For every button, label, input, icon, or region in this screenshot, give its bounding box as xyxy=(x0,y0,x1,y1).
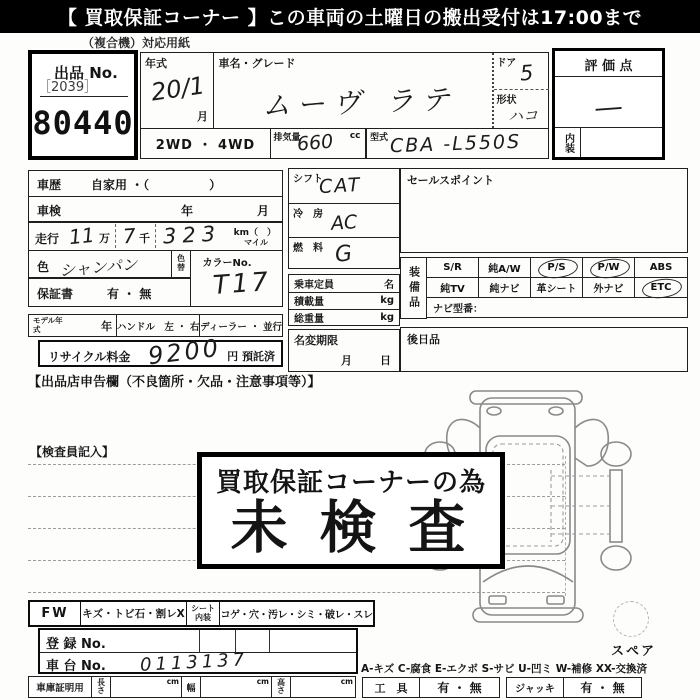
stamp-line2: 未 検 査 xyxy=(230,495,472,561)
top-banner xyxy=(0,0,700,33)
interior-label: 内装 xyxy=(562,132,574,153)
weight-unit: kg xyxy=(380,312,394,323)
banner-text: 【 買取保証コーナー 】この車両の土曜日の搬出受付は17:00まで xyxy=(57,7,643,29)
name-grade-cell xyxy=(213,52,549,129)
equipment-item-leather xyxy=(530,277,583,298)
capacity-table xyxy=(288,274,400,326)
rename-deadline-box xyxy=(288,329,400,372)
shape-label: 形状 xyxy=(496,95,517,106)
tool-box xyxy=(362,677,500,698)
damage-legend: A-キズ C-腐食 E-エクボ S-サビ U-凹ミ W-補修 XX-交換済 xyxy=(361,663,648,675)
lot-number-box xyxy=(28,50,138,160)
model-year-unit: 年 xyxy=(101,319,113,333)
mileage-man-value: 11 xyxy=(67,222,96,250)
later-items-label: 後日品 xyxy=(407,333,440,346)
inspector-label: 【検査員記入】 xyxy=(30,445,115,459)
equipment-item-abs xyxy=(634,257,688,278)
mileage-man-unit: 万 xyxy=(99,232,110,245)
equipment-item-etc xyxy=(634,277,688,298)
history-label: 車歴 xyxy=(37,178,62,192)
history-row xyxy=(28,170,283,197)
equipment-item-tv xyxy=(426,277,479,298)
equipment-item-label: ETC xyxy=(650,282,672,293)
drive-label: 2WD ・ 4WD xyxy=(155,137,256,153)
recycle-fee-label: リサイクル料金 xyxy=(48,350,131,364)
recycle-fee-unit: 円 預託済 xyxy=(227,350,275,363)
fw-seat-row xyxy=(28,600,375,627)
garage-cm-unit: cm xyxy=(340,677,353,686)
fw-items: キズ・トビ石・割レX xyxy=(82,608,185,620)
model-code-value: CBA -L550S xyxy=(389,130,522,157)
equipment-item-sr xyxy=(426,257,479,278)
shaken-row xyxy=(28,196,283,223)
dealer-label: ディーラー ・ 並行 xyxy=(200,321,282,333)
recycle-fee-value: 9200 xyxy=(146,333,223,371)
shaken-label: 車検 xyxy=(37,203,62,218)
shaken-month-label: 月 xyxy=(257,203,270,218)
fuel-value: G xyxy=(333,241,354,268)
jack-box xyxy=(506,677,642,698)
garage-width-label: 幅 xyxy=(186,683,196,694)
tool-label: 工 具 xyxy=(374,681,408,695)
warranty-label: 保証書 xyxy=(37,287,74,301)
fuel-label: 燃 料 xyxy=(293,243,323,254)
registration-divider xyxy=(269,630,270,652)
load-label: 積載量 xyxy=(294,297,324,309)
score-header-line xyxy=(555,76,662,77)
registration-table xyxy=(38,628,358,674)
displacement-label: 排気量 xyxy=(273,132,301,143)
displacement-unit: cc xyxy=(349,130,361,141)
mileage-mile-unit: マイル xyxy=(244,238,268,247)
door-shape-column xyxy=(492,53,549,128)
color-change-cell xyxy=(171,250,191,279)
mileage-sen-unit: 千 xyxy=(139,232,150,245)
equipment-item-label: 外ナビ xyxy=(593,284,624,295)
lot-number-value: 80440 xyxy=(32,104,134,142)
color-label: 色 xyxy=(37,259,50,274)
mileage-divider-2 xyxy=(155,224,156,248)
mileage-rest-value: 323 xyxy=(162,221,222,249)
year-label: 年式 xyxy=(145,57,167,70)
stamp-line1: 買取保証コーナーの為 xyxy=(215,468,486,498)
ac-value: AC xyxy=(330,210,359,235)
mileage-divider-1 xyxy=(115,224,116,248)
handle-label: ハンドル 左 ・ 右 xyxy=(116,321,200,333)
year-cell xyxy=(140,52,214,129)
rename-label: 名変期限 xyxy=(294,334,338,347)
paper-note: （複合機）対応用紙 xyxy=(82,36,191,50)
displacement-value: 660 xyxy=(295,129,334,156)
capacity-label: 乗車定員 xyxy=(294,279,334,291)
chassis-no-value: 0113137 xyxy=(139,649,249,676)
registration-no-label: 登 録 No. xyxy=(46,637,106,652)
jack-value: 有 ・ 無 xyxy=(580,681,625,695)
equipment-item-ps xyxy=(530,257,583,278)
nav-model-label: ナビ型番： xyxy=(433,304,483,315)
score-box xyxy=(552,48,665,160)
equipment-label-cell xyxy=(400,257,427,319)
model-code-label: 型式 xyxy=(370,132,389,143)
seller-note-label: 【出品店申告欄（不良箇所・欠品・注意事項等）】 xyxy=(28,375,321,390)
mileage-label: 走行 xyxy=(35,232,60,246)
weight-label: 総重量 xyxy=(294,314,324,325)
color-no-cell xyxy=(190,250,284,307)
door-shape-divider xyxy=(494,89,549,90)
name-grade-label: 車名・グレード xyxy=(218,57,296,70)
fw-label: FW xyxy=(41,606,69,621)
displacement-cell xyxy=(270,128,367,159)
equipment-item-label: P/S xyxy=(547,262,566,273)
recycle-fee-box xyxy=(38,333,283,371)
score-label: 評 価 点 xyxy=(584,59,633,74)
sales-point-label: セールスポイント xyxy=(407,174,495,187)
equipment-item-label: 純ナビ xyxy=(489,284,520,295)
lot-stamp: ［2039］ xyxy=(38,80,98,95)
load-unit: kg xyxy=(380,295,394,307)
shaken-year-label: 年 xyxy=(181,203,194,218)
chassis-no-label: 車 台 No. xyxy=(46,659,106,674)
registration-divider xyxy=(235,630,236,652)
shape-value: ハコ xyxy=(507,106,538,126)
registration-divider xyxy=(199,630,200,652)
equipment-item-navi xyxy=(478,277,531,298)
shift-value: CAT xyxy=(318,173,363,199)
seat-label: シート内装 xyxy=(191,603,215,622)
name-grade-value: ムーヴ ラテ xyxy=(261,82,458,123)
year-value: 20/1 xyxy=(149,71,207,107)
model-year-label: モデル年式 xyxy=(33,316,63,334)
ac-label: 冷 房 xyxy=(293,208,323,220)
shift-box xyxy=(288,168,400,269)
garage-label: 車庫証明用 xyxy=(36,683,84,694)
equipment-item-label: P/W xyxy=(597,262,620,273)
later-items-box xyxy=(400,327,688,372)
lot-number-label: 出品 No. xyxy=(54,64,118,82)
equipment-item-aw xyxy=(478,257,531,278)
garage-cm-unit: cm xyxy=(166,677,179,686)
color-row xyxy=(28,250,172,279)
sales-point-box xyxy=(400,168,688,253)
lot-label-underline xyxy=(40,96,128,97)
equipment-item-pw xyxy=(582,257,635,278)
rename-day: 日 xyxy=(380,354,391,367)
warranty-value: 有 ・ 無 xyxy=(107,287,152,301)
garage-row xyxy=(28,676,356,698)
mileage-row xyxy=(28,221,283,251)
model-code-cell xyxy=(365,128,549,159)
interior-strip xyxy=(555,127,662,157)
year-unit: 月 xyxy=(197,110,208,123)
capacity-unit: 名 xyxy=(384,279,394,291)
interior-cell xyxy=(555,128,581,157)
nav-model-row xyxy=(426,297,688,318)
equipment-item-extnavi xyxy=(582,277,635,298)
rename-month: 月 xyxy=(341,354,352,367)
equipment-item-label: 革シート xyxy=(536,284,577,295)
equipment-label: 装備品 xyxy=(407,265,421,311)
jack-label: ジャッキ xyxy=(515,684,555,695)
drive-cell xyxy=(140,128,271,159)
color-no-value: T17 xyxy=(211,266,272,301)
score-value: ― xyxy=(594,92,623,124)
color-value: シャンパン xyxy=(58,254,139,280)
equipment-item-label: ABS xyxy=(649,262,673,273)
door-label: ドア xyxy=(496,58,517,69)
uninspected-stamp xyxy=(197,452,505,569)
spare-label: スペア xyxy=(611,644,657,659)
tool-value: 有 ・ 無 xyxy=(437,681,482,695)
garage-cm-unit: cm xyxy=(256,677,269,686)
garage-height-label: 高さ xyxy=(277,678,285,695)
door-value: 5 xyxy=(518,60,534,86)
color-no-label: カラーNo. xyxy=(202,257,252,269)
seat-items: コゲ・穴・汚レ・シミ・破レ・スレ xyxy=(220,610,373,621)
equipment-item-label: 純A/W xyxy=(488,264,521,275)
equipment-item-label: 純TV xyxy=(440,284,465,295)
mileage-sen-value: 7 xyxy=(122,223,137,249)
mileage-km-unit: km（ ） xyxy=(233,228,276,238)
color-change-label: 色替 xyxy=(177,254,185,272)
history-value: 自家用 ・（ ） xyxy=(91,178,222,192)
equipment-item-label: S/R xyxy=(443,262,462,273)
shift-label: シフト xyxy=(293,174,323,185)
warranty-row xyxy=(28,277,191,307)
garage-length-label: 長さ xyxy=(97,678,105,695)
model-year-row xyxy=(28,314,283,337)
